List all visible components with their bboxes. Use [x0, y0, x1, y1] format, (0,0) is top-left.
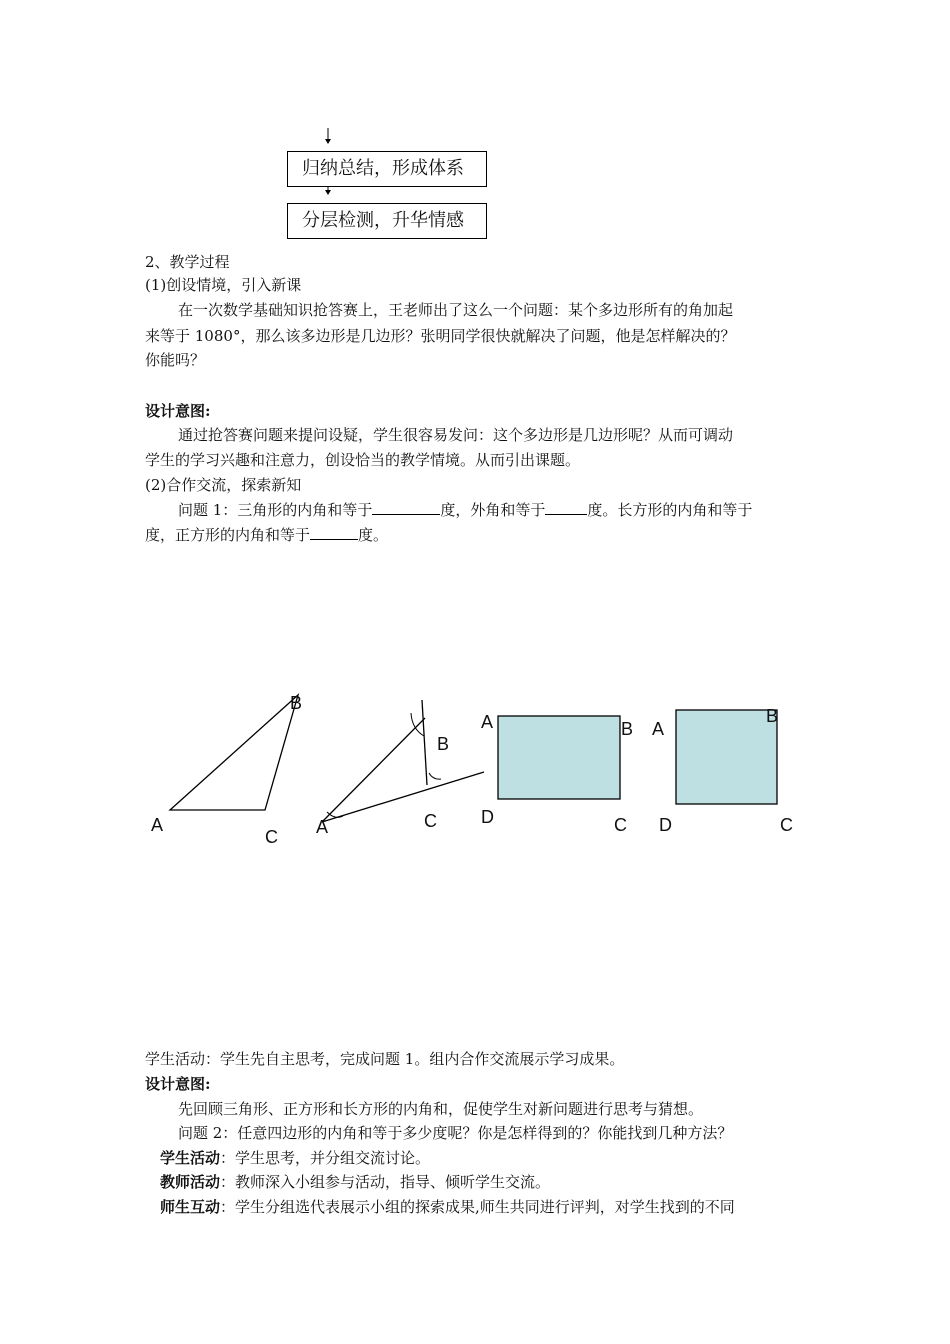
question-1-text-d: 度，正方形的内角和等于 — [145, 526, 311, 544]
flowchart-box-summary: 归纳总结，形成体系 — [287, 151, 487, 187]
student-activity-1: 学生活动：学生先自主思考，完成问题 1。组内合作交流展示学习成果。 — [145, 1050, 625, 1068]
subsection-1: (1)创设情境，引入新课 — [145, 276, 302, 294]
design-intent-1-line-1: 通过抢答赛问题来提问设疑，学生很容易发问：这个多边形是几边形呢？从而可调动 — [178, 426, 734, 444]
rectangle-label-b: B — [621, 719, 634, 739]
paragraph-1-line-3: 你能吗？ — [145, 351, 206, 369]
teacher-activity-text: ：教师深入小组参与活动，指导、倾听学生交流。 — [220, 1173, 551, 1191]
triangle-2-label-a: A — [316, 817, 329, 837]
question-1-text-a: 问题 1：三角形的内角和等于 — [178, 501, 373, 519]
triangle-2-side-bc-extended — [422, 700, 427, 785]
exterior-angle-arc-right — [429, 773, 441, 779]
subsection-2: (2)合作交流，探索新知 — [145, 476, 302, 494]
geometry-figures — [0, 680, 950, 860]
teacher-activity — [160, 1171, 825, 1193]
student-activity-text: ：学生思考，并分组交流讨论。 — [220, 1149, 431, 1167]
question-1-text-b: 度，外角和等于 — [440, 501, 546, 519]
design-intent-2-line-1: 先回顾三角形、正方形和长方形的内角和，促使学生对新问题进行思考与猜想。 — [178, 1100, 704, 1118]
answer-blank-triangle-exterior[interactable] — [545, 500, 587, 515]
teacher-student-interaction — [160, 1196, 825, 1218]
answer-blank-triangle-interior[interactable] — [372, 500, 440, 515]
square — [676, 710, 777, 804]
section-heading: 2、教学过程 — [145, 253, 230, 271]
question-2: 问题 2：任意四边形的内角和等于多少度呢？你是怎样得到的？你能找到几种方法？ — [178, 1124, 733, 1142]
student-activity-2 — [160, 1147, 825, 1169]
triangle-1-label-a: A — [151, 815, 164, 835]
design-intent-label-1: 设计意图: — [145, 402, 211, 420]
design-intent-label-2: 设计意图: — [145, 1075, 211, 1093]
exterior-angle-arc-left — [327, 812, 343, 817]
rectangle — [498, 716, 620, 799]
triangle-1-label-b: B — [290, 693, 303, 713]
triangle-2-label-c: C — [424, 811, 437, 831]
square-label-a: A — [652, 719, 665, 739]
rectangle-label-a: A — [481, 712, 494, 732]
flowchart-box-test: 分层检测，升华情感 — [287, 203, 487, 239]
square-label-d: D — [659, 815, 672, 835]
design-intent-1-line-2: 学生的学习兴趣和注意力，创设恰当的教学情境。从而引出课题。 — [145, 451, 581, 469]
question-1-text-e: 度。 — [358, 526, 389, 544]
rectangle-label-c: C — [614, 815, 627, 835]
interaction-text: ：学生分组选代表展示小组的探索成果,师生共同进行评判，对学生找到的不同 — [220, 1198, 735, 1216]
rectangle-label-d: D — [481, 807, 494, 827]
interaction-label: 师生互动 — [160, 1198, 221, 1216]
paragraph-1-line-2: 来等于 1080°，那么该多边形是几边形？张明同学很快就解决了问题，他是怎样解决的？ — [145, 327, 736, 345]
exterior-angle-arc-top — [411, 713, 424, 736]
student-activity-label: 学生活动 — [160, 1149, 221, 1167]
answer-blank-square-interior[interactable] — [310, 525, 358, 540]
paragraph-1-line-1: 在一次数学基础知识抢答赛上，王老师出了这么一个问题：某个多边形所有的角加起 — [178, 301, 734, 319]
question-1-line-1 — [178, 499, 810, 521]
square-label-c: C — [780, 815, 793, 835]
question-1-line-2 — [145, 524, 810, 546]
teacher-activity-label: 教师活动 — [160, 1173, 221, 1191]
triangle-1 — [170, 695, 298, 810]
square-label-b: B — [766, 706, 779, 726]
triangle-1-label-c: C — [265, 827, 278, 847]
question-1-text-c: 度。长方形的内角和等于 — [587, 501, 753, 519]
triangle-2-label-b: B — [437, 734, 450, 754]
